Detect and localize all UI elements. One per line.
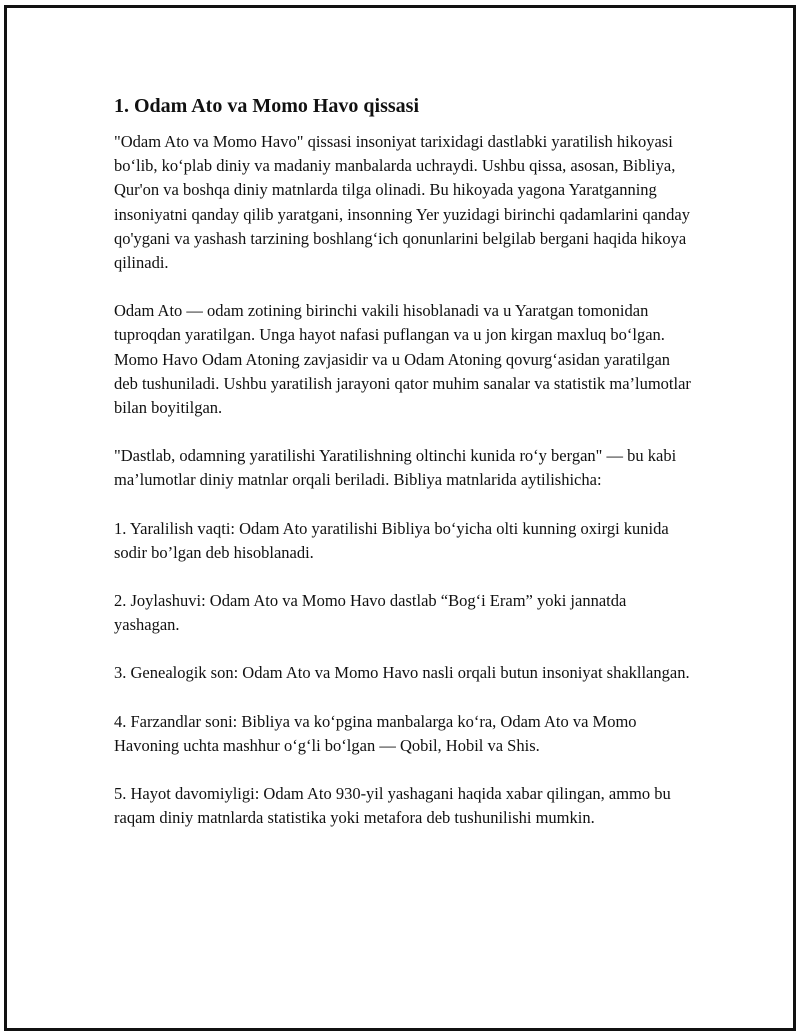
list-item-2: 2. Joylashuvi: Odam Ato va Momo Havo dastlab “Bog‘i Eram” yoki jannatda yashagan. xyxy=(114,591,627,635)
document-body xyxy=(114,92,694,854)
list-item-4: 4. Farzandlar soni: Bibliya va ko‘pgina manbalarga ko‘ra, Odam Ato va Momo Havoning uchta mashhur o‘g‘li bo‘lgan — Qobil, Hobil va Shis. xyxy=(114,711,637,755)
list-item-1: 1. Yaralilish vaqti: Odam Ato yaratilishi Bibliya bo‘yicha olti kunning oxirgi kunida sodir bo’lgan deb hisoblanadi. xyxy=(114,518,669,562)
list-item-3: 3. Genealogik son: Odam Ato va Momo Havo nasli orqali butun insoniyat shakllangan. xyxy=(114,663,690,683)
paragraph-quote: "Dastlab, odamning yaratilishi Yaratilishning oltinchi kunida ro‘y bergan" — bu kabi ma’lumotlar diniy matnlar orqali beriladi. Bibliya matnlarida aytilishicha: xyxy=(114,446,677,490)
paragraph-intro: "Odam Ato va Momo Havo" qissasi insoniyat tarixidagi dastlabki yaratilish hikoyasi bo‘lib, ko‘plab diniy va madaniy manbalarda uchraydi. Ushbu qissa, asosan, Bibliya, Qur'on va boshqa diniy matnlarda tilga olinadi. Bu hikoyada yagona Yaratganning insoniyatni qanday qilib yaratgani, insonning Yer yuzidagi birinchi qadamlarini qanday qo'ygani va yashash tarzining boshlang‘ich qonunlarini belgilab bergani haqida hikoya qilinadi. xyxy=(114,132,691,273)
paragraph-odam-ato: Odam Ato — odam zotining birinchi vakili hisoblanadi va u Yaratgan tomonidan tuproqdan yaratilgan. Unga hayot nafasi puflangan va u jon kirgan maxluq bo‘lgan. Momo Havo Odam Atoning zavjasidir va u Odam Atoning qovurg‘asidan yaratilgan deb tushuniladi. Ushbu yaratilish jarayoni qator muhim sanalar va statistik ma’lumotlar bilan boyitilgan. xyxy=(114,301,691,418)
document-title: 1. Odam Ato va Momo Havo qissasi xyxy=(114,95,420,117)
list-item-5: 5. Hayot davomiyligi: Odam Ato 930-yil yashagani haqida xabar qilingan, ammo bu raqam diniy matnlarda statistika yoki metafora deb tushunilishi mumkin. xyxy=(114,784,671,828)
